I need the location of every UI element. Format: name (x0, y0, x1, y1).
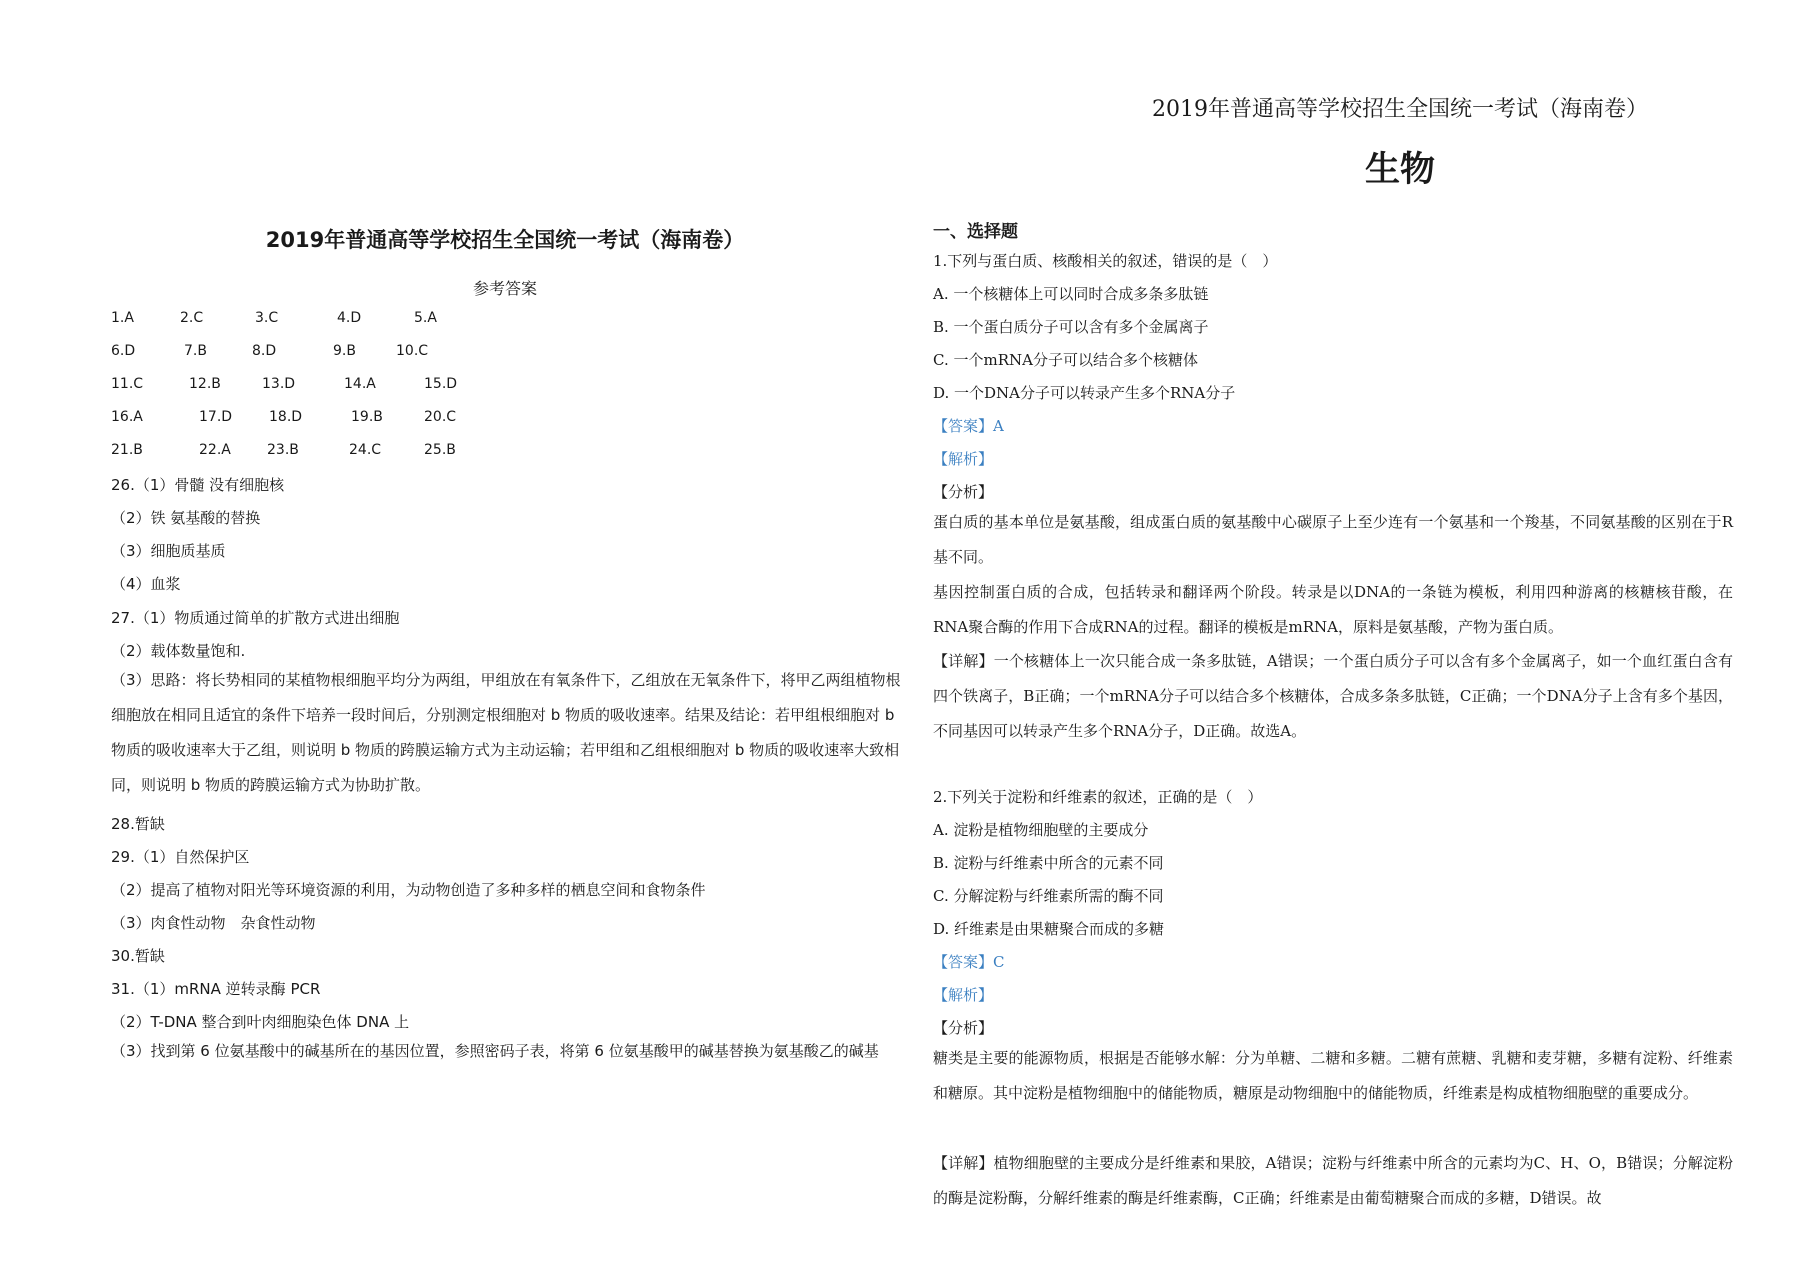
exam-title: 2019年普通高等学校招生全国统一考试（海南卷） (1152, 97, 1648, 122)
answer-key-title: 2019年普通高等学校招生全国统一考试（海南卷） (265, 228, 745, 252)
answer-line: （2）T-DNA 整合到叶肉细胞染色体 DNA 上 (111, 1013, 410, 1031)
option-c: C. 分解淀粉与纤维素所需的酶不同 (933, 887, 1164, 905)
answer-cell: 21.B (111, 442, 143, 458)
answer-cell: 2.C (180, 310, 204, 326)
answer-cell: 1.A (111, 310, 134, 326)
answer-line: 29.（1）自然保护区 (111, 848, 250, 866)
option-d: D. 一个DNA分子可以转录产生多个RNA分子 (933, 384, 1236, 402)
answer-cell: 15.D (424, 376, 458, 392)
answer-paragraph: （3）思路：将长势相同的某植物根细胞平均分为两组，甲组放在有氧条件下，乙组放在无氧条件下，将甲乙两组植物根细胞放在相同且适宜的条件下培养一段时间后，分别测定根细胞对 b 物质的吸收速率。结果及结论：若甲组根细胞对 b 物质的吸收速率大于乙组，则说明 b 物质的跨膜运输方式为主动运输；若甲组和乙组根细胞对 b 物质的吸收速率大致相同，则说明 b 物质的跨膜运输方式为协助扩散。 (111, 671, 901, 794)
analysis-paragraph: 糖类是主要的能源物质，根据是否能够水解：分为单糖、二糖和多糖。二糖有蔗糖、乳糖和麦芽糖，多糖有淀粉、纤维素和糖原。其中淀粉是植物细胞中的储能物质，糖原是动物细胞中的储能物质，纤维素是构成植物细胞壁的重要成分。 (933, 1049, 1733, 1102)
answer-cell: 5.A (414, 310, 437, 326)
answer-line: （2）铁 氨基酸的替换 (111, 509, 261, 527)
answer-cell: 19.B (351, 409, 383, 425)
answer-line: 27.（1）物质通过简单的扩散方式进出细胞 (111, 609, 400, 627)
answer-cell: 7.B (184, 343, 207, 359)
answer-cell: 12.B (189, 376, 221, 392)
answer-label: 【答案】A (933, 417, 1004, 435)
fenxi-label: 【分析】 (933, 483, 994, 501)
answer-line: （4）血浆 (111, 575, 181, 593)
question-stem: 2.下列关于淀粉和纤维素的叙述，正确的是（ ） (933, 788, 1263, 806)
answer-cell: 22.A (199, 442, 231, 458)
answer-cell: 24.C (349, 442, 382, 458)
answer-cell: 14.A (344, 376, 376, 392)
answer-key-subtitle: 参考答案 (472, 279, 537, 298)
fenxi-label: 【分析】 (933, 1019, 994, 1037)
answer-cell: 3.C (255, 310, 279, 326)
detail-paragraph: 【详解】植物细胞壁的主要成分是纤维素和果胶，A错误；淀粉与纤维素中所含的元素均为C、H、O，B错误；分解淀粉的酶是淀粉酶，分解纤维素的酶是纤维素酶，C正确；纤维素是由葡萄糖聚合而成的多糖，D错误。故 (933, 1154, 1733, 1207)
answer-cell: 16.A (111, 409, 143, 425)
answer-cell: 20.C (424, 409, 457, 425)
question-stem: 1.下列与蛋白质、核酸相关的叙述，错误的是（ ） (933, 252, 1278, 270)
option-d: D. 纤维素是由果糖聚合而成的多糖 (933, 920, 1165, 938)
jiexi-label: 【解析】 (933, 986, 994, 1004)
answer-line: 26.（1）骨髓 没有细胞核 (111, 476, 285, 494)
answer-cell: 10.C (396, 343, 429, 359)
option-a: A. 淀粉是植物细胞壁的主要成分 (933, 821, 1149, 839)
answer-line: （3）肉食性动物 杂食性动物 (111, 914, 316, 932)
detail-paragraph: 【详解】一个核糖体上一次只能合成一条多肽链，A错误；一个蛋白质分子可以含有多个金属离子，如一个血红蛋白含有四个铁离子，B正确；一个mRNA分子可以结合多个核糖体，合成多条多肽链，C正确；一个DNA分子上含有多个基因，不同基因可以转录产生多个RNA分子，D正确。故选A。 (933, 652, 1733, 740)
answer-cell: 8.D (252, 343, 277, 359)
answer-cell: 13.D (262, 376, 296, 392)
answer-cell: 18.D (269, 409, 303, 425)
option-c: C. 一个mRNA分子可以结合多个核糖体 (933, 351, 1198, 369)
jiexi-label: 【解析】 (933, 450, 994, 468)
option-a: A. 一个核糖体上可以同时合成多条多肽链 (933, 285, 1209, 303)
answer-line: （2）载体数量饱和. (111, 642, 246, 660)
exam-subject: 生物 (1364, 150, 1435, 190)
answer-line: 30.暂缺 (111, 947, 165, 965)
analysis-paragraph: 蛋白质的基本单位是氨基酸，组成蛋白质的氨基酸中心碳原子上至少连有一个氨基和一个羧基，不同氨基酸的区别在于R基不同。 (933, 513, 1733, 566)
answer-cell: 6.D (111, 343, 136, 359)
answer-cell: 25.B (424, 442, 456, 458)
answer-cell: 17.D (199, 409, 233, 425)
answer-label: 【答案】C (933, 953, 1005, 971)
option-b: B. 一个蛋白质分子可以含有多个金属离子 (933, 318, 1209, 336)
answer-line: （3）细胞质基质 (111, 542, 226, 560)
answer-line: 31.（1）mRNA 逆转录酶 PCR (111, 980, 321, 998)
answer-cell: 23.B (267, 442, 299, 458)
analysis-paragraph: 基因控制蛋白质的合成，包括转录和翻译两个阶段。转录是以DNA的一条链为模板，利用四种游离的核糖核苷酸，在RNA聚合酶的作用下合成RNA的过程。翻译的模板是mRNA，原料是氨基酸，产物为蛋白质。 (933, 583, 1733, 636)
answer-line: （2）提高了植物对阳光等环境资源的利用，为动物创造了多种多样的栖息空间和食物条件 (111, 881, 706, 899)
answer-line: 28.暂缺 (111, 815, 165, 833)
answer-cell: 4.D (337, 310, 362, 326)
option-b: B. 淀粉与纤维素中所含的元素不同 (933, 854, 1164, 872)
answer-cell: 11.C (111, 376, 144, 392)
exam-page (910, 0, 1819, 1286)
answer-cell: 9.B (333, 343, 356, 359)
answer-paragraph: （3）找到第 6 位氨基酸中的碱基所在的基因位置，参照密码子表，将第 6 位氨基酸甲的碱基替换为氨基酸乙的碱基 (111, 1042, 879, 1060)
section-heading: 一、选择题 (933, 222, 1018, 242)
